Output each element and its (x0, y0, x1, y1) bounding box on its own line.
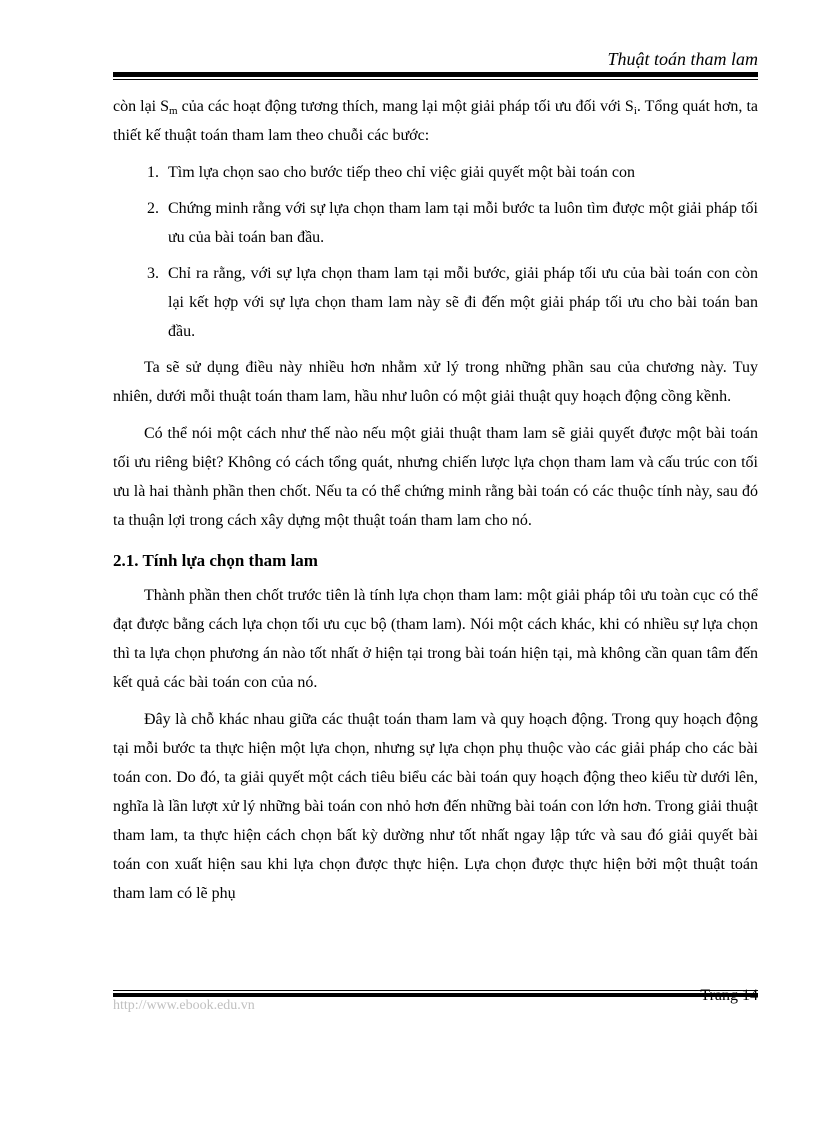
header-rule (113, 72, 758, 80)
intro-text-c: . Tổng quát hơn, ta thiết kế thuật toán tham lam theo chuỗi các bước: (113, 98, 758, 144)
footer-url: http://www.ebook.edu.vn (113, 998, 255, 1013)
body-paragraph: Có thể nói một cách như thế nào nếu một giải thuật tham lam sẽ giải quyết được một bài toán tối ưu riêng biệt? Không có cách tổng quát, nhưng chiến lược lựa chọn tham lam và cấu trúc con tối ưu là hai thành phần then chốt. Nếu ta có thể chứng minh rằng bài toán có các thuộc tính này, sau đó ta thuận lợi trong cách xây dựng một thuật toán tham lam cho nó. (113, 425, 758, 529)
list-item (113, 194, 758, 252)
list-item (113, 158, 758, 187)
intro-text-b: của các hoạt động tương thích, mang lại một giải pháp tối ưu đối với S (177, 98, 634, 115)
body-paragraph: Thành phần then chốt trước tiên là tính lựa chọn tham lam: một giải pháp tôi ưu toàn cục có thể đạt được bằng cách lựa chọn tối ưu cục bộ (tham lam). Nói một cách khác, khi có nhiều sự lựa chọn thì ta lựa chọn phương án nào tốt nhất ở hiện tại trong bài toán hiện tại, mà không cần quan tâm đến kết quả các bài toán con của nó. (113, 587, 758, 691)
section-heading: 2.1. Tính lựa chọn tham lam (113, 551, 318, 570)
running-header-title: Thuật toán tham lam (607, 49, 758, 69)
subscript-i: i (633, 105, 637, 117)
page-number: Trang 14 (700, 987, 758, 1004)
steps-list (113, 158, 758, 346)
subscript-m: m (169, 105, 178, 117)
list-item-text: Chứng minh rằng với sự lựa chọn tham lam tại mỗi bước ta luôn tìm được một giải pháp tối ưu của bài toán ban đầu. (168, 200, 758, 246)
list-item-number: 2. (147, 200, 159, 217)
list-item-number: 3. (147, 265, 159, 282)
page-body (113, 92, 758, 916)
body-paragraph: Đây là chỗ khác nhau giữa các thuật toán tham lam và quy hoạch động. Trong quy hoạch động tại mỗi bước ta thực hiện một lựa chọn, nhưng sự lựa chọn phụ thuộc vào các giải pháp cho các bài toán con. Do đó, ta giải quyết một cách tiêu biểu các bài toán quy hoạch động theo kiểu từ dưới lên, nghĩa là lần lượt xử lý những bài toán con nhỏ hơn đến những bài toán con lớn hơn. Trong giải thuật tham lam, ta thực hiện cách chọn bất kỳ dường như tốt nhất ngay lập tức và sau đó giải quyết bài toán con xuất hiện sau khi lựa chọn được thực hiện. Lựa chọn được thực hiện bởi một thuật toán tham lam có lẽ phụ (113, 711, 758, 902)
list-item-text: Chỉ ra rằng, với sự lựa chọn tham lam tại mỗi bước, giải pháp tối ưu của bài toán con còn lại kết hợp với sự lựa chọn tham lam này sẽ đi đến một giải pháp tối ưu cho bài toán ban đầu. (168, 265, 758, 340)
list-item (113, 259, 758, 346)
intro-paragraph (113, 92, 758, 150)
body-paragraph: Ta sẽ sử dụng điều này nhiều hơn nhằm xử lý trong những phần sau của chương này. Tuy nhiên, dưới mỗi thuật toán tham lam, hầu như luôn có một giải thuật quy hoạch động cồng kềnh. (113, 359, 758, 405)
intro-text-a: còn lại S (113, 98, 170, 115)
list-item-text: Tìm lựa chọn sao cho bước tiếp theo chỉ việc giải quyết một bài toán con (168, 164, 636, 181)
list-item-number: 1. (147, 164, 159, 181)
footer-rule (113, 990, 758, 997)
